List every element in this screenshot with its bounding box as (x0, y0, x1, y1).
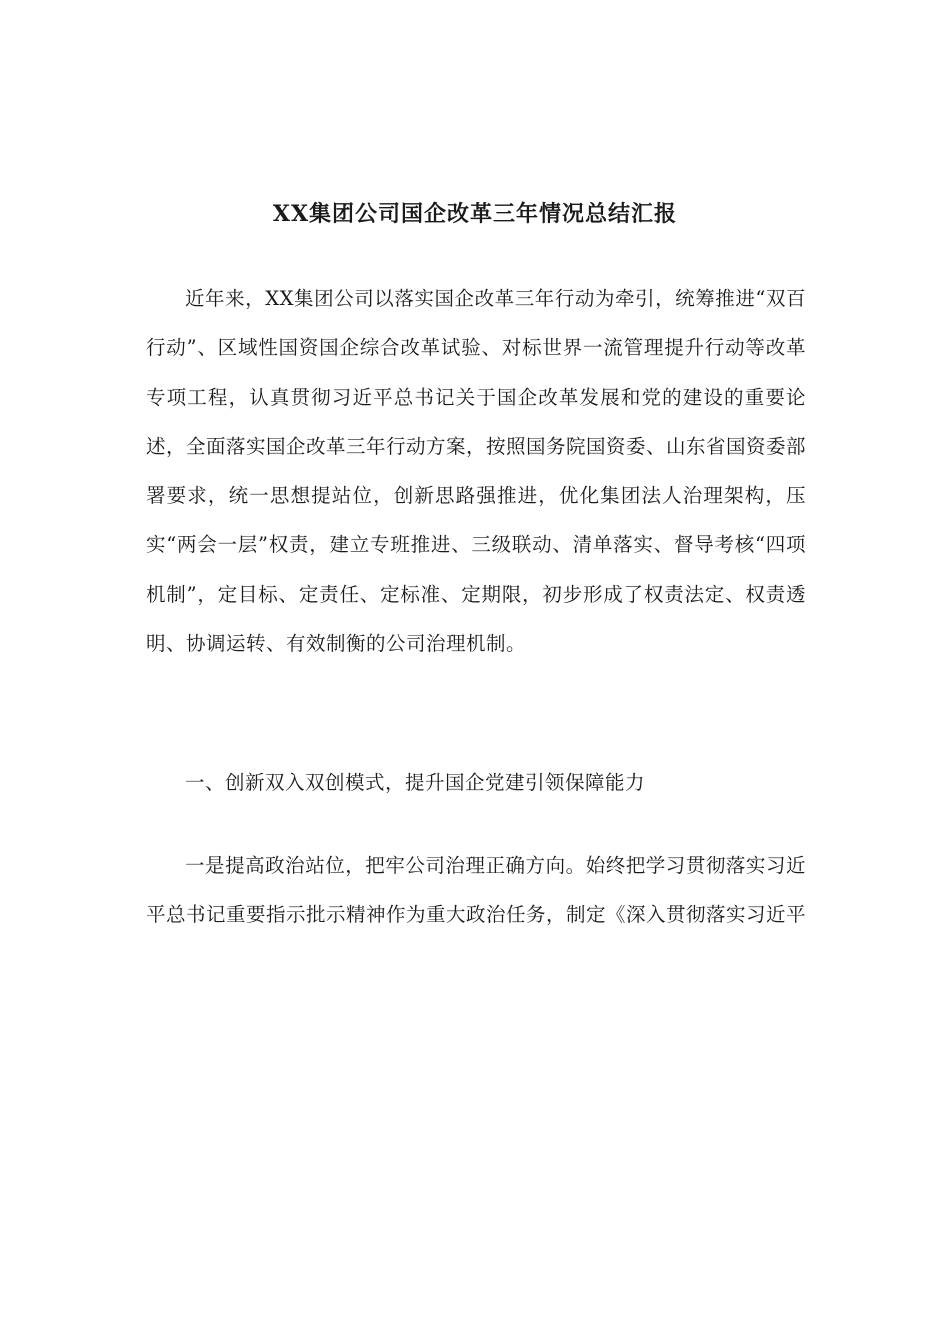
intro-paragraph: 近年来，XX集团公司以落实国企改革三年行动为牵引，统筹推进“双百行动”、区域性国资国企综合改革试验、对标世界一流管理提升行动等改革专项工程，认真贯彻习近平总书记关于国企改革发展和党的建设的重要论述，全面落实国企改革三年行动方案，按照国务院国资委、山东省国资委部署要求，统一思想提站位，创新思路强推进，优化集团法人治理架构，压实“两会一层”权责，建立专班推进、三级联动、清单落实、督导考核“四项机制”，定目标、定责任、定标准、定期限，初步形成了权责法定、权责透明、协调运转、有效制衡的公司治理机制。 (146, 287, 807, 656)
body-paragraph: 一是提高政治站位，把牢公司治理正确方向。始终把学习贯彻落实习近平总书记重要指示批示精神作为重大政治任务，制定《深入贯彻落实习近平 (146, 854, 807, 927)
document-title: XX集团公司国企改革三年情况总结汇报 (272, 201, 678, 227)
section-heading: 一、创新双入双创模式，提升国企党建引领保障能力 (185, 771, 646, 794)
